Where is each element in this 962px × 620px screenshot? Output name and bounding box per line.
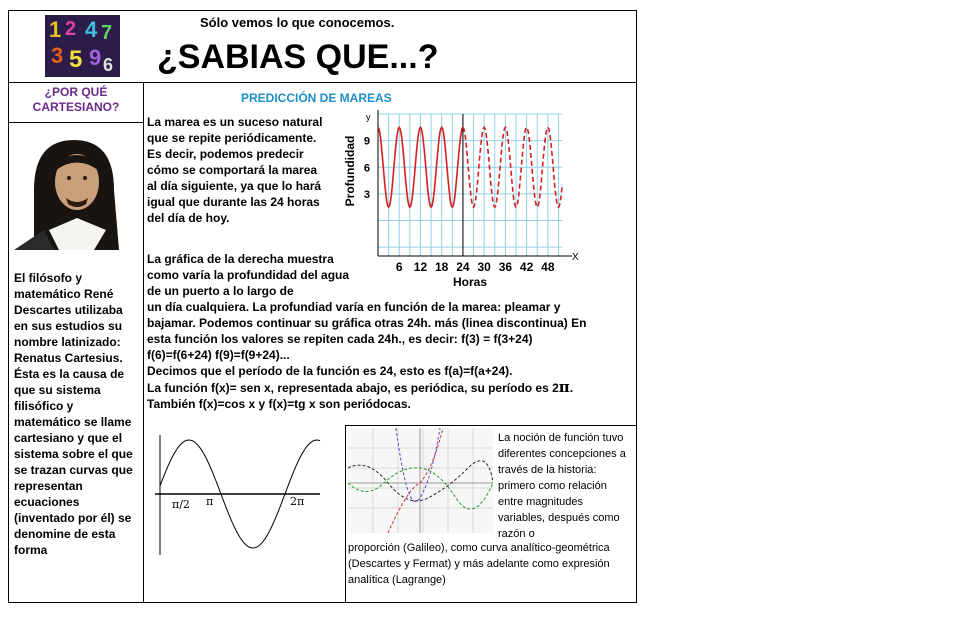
sine-label-pi: π [206, 495, 214, 508]
sidebar-body: El filósofo y matemático René Descartes utilizaba en sus estudios su nombre latinizado: Renatus Cartesius. Ésta es la causa de que su sistema filisófico y matemático se llame cartesiano y que el sistema sobre el que se trazan curvas que representan ecuaciones (inventado por él) se denomine de esta forma [14, 271, 133, 557]
tide-chart [340, 108, 585, 293]
sidebar-heading [14, 85, 138, 115]
svg-text:3: 3 [51, 43, 64, 68]
svg-text:2: 2 [65, 18, 77, 40]
sidebar-heading-line1: ¿POR QUÉ [44, 85, 108, 99]
sidebar-heading-line2: CARTESIANO? [32, 100, 120, 114]
sine-label-half-pi: π/2 [172, 498, 190, 511]
tide-y-tick-label: 6 [363, 162, 370, 175]
header-logo [45, 15, 120, 77]
header-divider [8, 82, 637, 83]
period-statement: Decimos que el período de la función es 24, esto es f(a)=f(a+24). [147, 364, 513, 378]
function-graph-image [348, 428, 493, 533]
frame-right [636, 10, 637, 603]
intro-paragraph: La marea es un suceso natural que se repite periódicamente. Es decir, podemos predecir cómo se comportará la marea al día siguiente, ya que lo hará igual que durante las 24 horas del día de hoy. [147, 115, 323, 225]
svg-text:5: 5 [69, 46, 83, 73]
sidebar-divider [143, 82, 144, 603]
main-heading: PREDICCIÓN DE MAREAS [241, 91, 392, 105]
frame-bottom [8, 602, 637, 603]
descartes-portrait [14, 130, 124, 250]
sine-label-two-pi: 2π [290, 495, 305, 508]
tide-x-tick-label: 24 [456, 260, 470, 274]
lower-box-top [345, 425, 637, 426]
sine-statement-end: . También f(x)=cos x y f(x)=tg x son periódocas. [147, 381, 574, 411]
graph-paragraph-b-text: un día cualquiera. La profundiad varía en función de la marea: pleamar y bajamar. Podemos continuar su gráfica otras 24h. más (linea discontinua) En esta función los valores se repiten cada 24h., es decir: f(3) = f(3+24) f(6)=f(6+24) f(9)=f(9+24)... [147, 300, 587, 362]
function-notion-text-a: La noción de función tuvo diferentes concepciones a través de la historia: primero como relación entre magnitudes variables, después como razón o [498, 432, 626, 540]
page-title: ¿SABIAS QUE...? [157, 38, 439, 76]
graph-paragraph-a: La gráfica de la derecha muestra como varía la profundidad del agua de un puerto a lo largo de [147, 252, 350, 298]
function-notion-text-b: proporción (Galileo), como curva analítico-geométrica (Descartes y Fermat) y más adelante como expresión analítica (Lagrange) [348, 542, 610, 586]
header-subtitle: Sólo vemos lo que conocemos. [200, 15, 395, 30]
tide-y-tick-label: 3 [363, 188, 370, 201]
descartes-portrait-icon [14, 130, 124, 250]
svg-text:4: 4 [85, 17, 98, 42]
sine-chart [150, 430, 330, 560]
tide-x-tick-label: 12 [413, 260, 428, 274]
tide-x-tick-label: 42 [519, 260, 534, 274]
svg-text:1: 1 [49, 17, 62, 42]
tide-x-tick-label: 36 [498, 260, 513, 274]
tide-x-letter: X [572, 252, 579, 263]
svg-text:7: 7 [101, 22, 113, 44]
svg-text:6: 6 [103, 55, 114, 75]
graph-paragraph-b [147, 299, 587, 412]
tide-x-tick-label: 18 [435, 260, 449, 274]
tide-y-letter: y [366, 112, 371, 122]
frame-left [8, 10, 9, 603]
tide-x-tick-label: 6 [395, 260, 403, 274]
tide-x-axis-label: Horas [452, 275, 488, 289]
tide-x-tick-label: 48 [541, 260, 555, 274]
numbers-logo-icon [45, 15, 120, 77]
lower-box-left [345, 425, 346, 603]
sine-statement: La función f(x)= sen x, representada abajo, es periódica, su período es 2 [147, 381, 559, 395]
sidebar-heading-divider [8, 122, 144, 123]
frame-top [8, 10, 637, 11]
tide-y-axis-label: Profundidad [343, 135, 357, 207]
tide-x-tick-label: 30 [477, 260, 491, 274]
pi-symbol: π [558, 378, 570, 396]
tide-y-tick-label: 9 [363, 135, 370, 148]
svg-text:9: 9 [89, 45, 102, 70]
